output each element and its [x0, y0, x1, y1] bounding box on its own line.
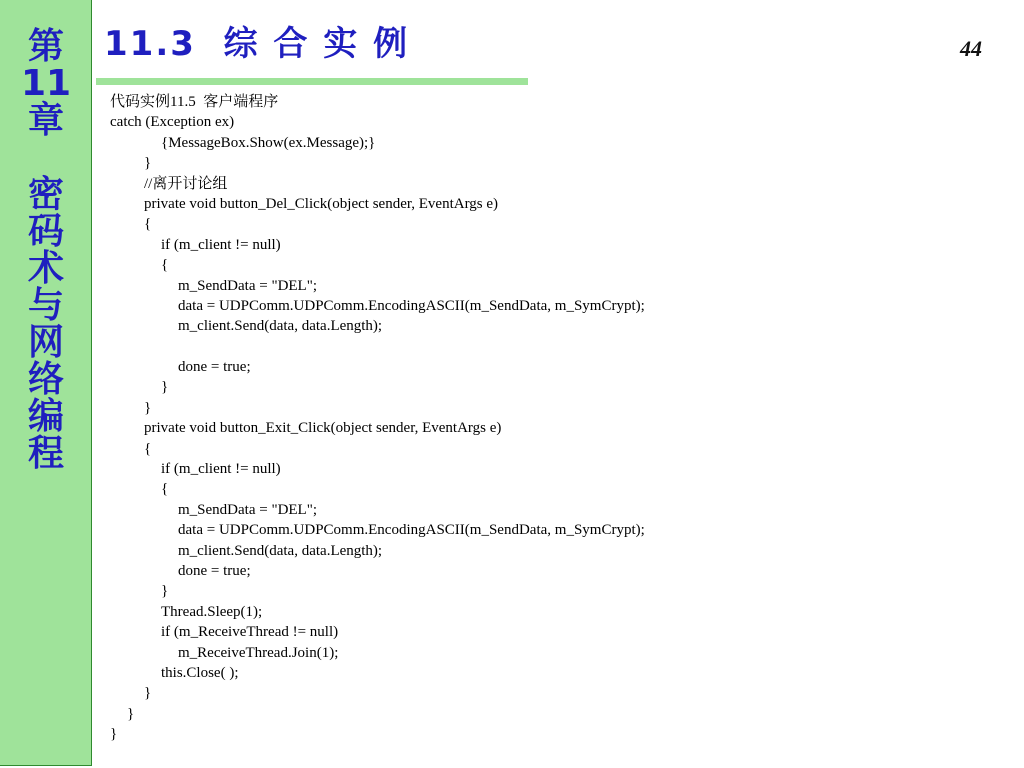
code-line: if (m_ReceiveThread != null) [161, 624, 339, 641]
code-line: { [144, 216, 152, 233]
code-line: } [161, 583, 169, 600]
code-line: if (m_client != null) [161, 236, 281, 253]
chapter-label: 第 11 章 密 码 术 与 网 络 编 程 [20, 26, 72, 474]
code-line: } [127, 705, 135, 722]
code-line: this.Close( ); [161, 664, 239, 681]
code-line: m_SendData = "DEL"; [178, 501, 318, 518]
code-line: data = UDPComm.UDPComm.EncodingASCII(m_SendData, m_SymCrypt); [178, 522, 645, 539]
code-line: //离开讨论组 [144, 175, 228, 192]
code-line: data = UDPComm.UDPComm.EncodingASCII(m_SendData, m_SymCrypt); [178, 297, 645, 314]
code-line [110, 337, 990, 357]
code-line: {MessageBox.Show(ex.Message);} [161, 134, 376, 151]
code-line: 代码实例11.5 客户端程序 [110, 94, 279, 110]
code-line: m_SendData = "DEL"; [178, 277, 318, 294]
code-line: Thread.Sleep(1); [161, 603, 263, 620]
code-line: private void button_Exit_Click(object sender, EventArgs e) [144, 420, 502, 437]
code-line: private void button_Del_Click(object sender, EventArgs e) [144, 195, 499, 212]
code-line: m_client.Send(data, data.Length); [178, 318, 383, 335]
page-number: 44 [960, 36, 982, 61]
code-line: } [144, 155, 152, 172]
title-underline [96, 78, 528, 85]
slide-title: 11.3 综 合 实 例 [104, 24, 410, 64]
code-line: done = true; [178, 562, 251, 579]
code-line: { [144, 440, 152, 457]
code-line: } [161, 379, 169, 396]
code-line: { [161, 481, 169, 498]
code-line: if (m_client != null) [161, 461, 281, 478]
code-line: } [144, 399, 152, 416]
code-line: { [161, 257, 169, 274]
code-line: m_ReceiveThread.Join(1); [178, 644, 339, 661]
code-line: m_client.Send(data, data.Length); [178, 542, 383, 559]
code-line: catch (Exception ex) [110, 114, 235, 131]
code-line: } [110, 726, 118, 743]
code-line: done = true; [178, 359, 251, 376]
code-line: } [144, 685, 152, 702]
code-listing [110, 92, 990, 745]
chapter-sidebar [0, 0, 92, 766]
